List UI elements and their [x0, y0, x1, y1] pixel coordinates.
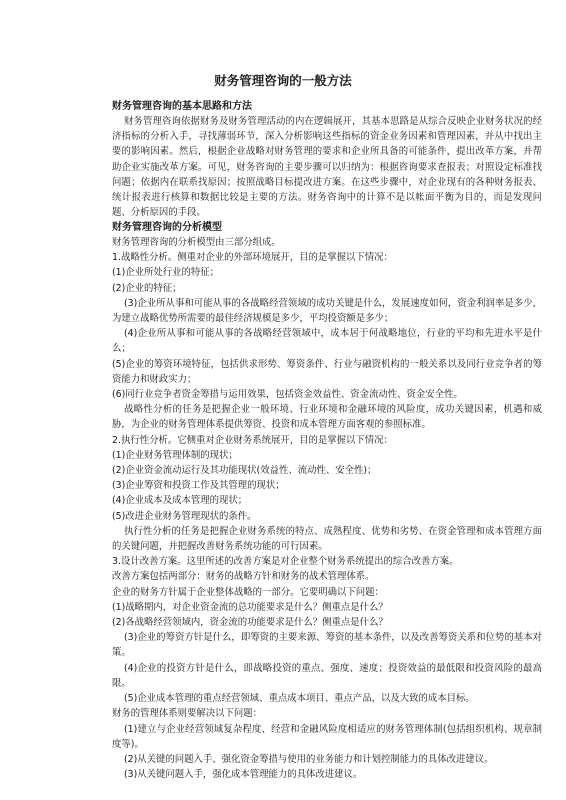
paragraph-line: (1)企业所处行业的特征； [112, 267, 220, 279]
document-title: 财务管理咨询的一般方法 [214, 73, 352, 88]
paragraph-line: 2.执行性分析。它侧重对企业财务系统展开，目的是掌握以下情况： [112, 434, 393, 446]
paragraph-line: 财务管理咨询的分析模型由三部分组成。 [112, 237, 281, 248]
paragraph-line: (2)各战略经营领域内，资金流的功能要求是什么？侧重点是什么？ [112, 617, 388, 629]
paragraph-line: (2)从关键的问题入手、强化资金筹措与使用的业务能力和计划控制能力的具体改进建议。 [124, 753, 494, 765]
paragraph-line: (6)同行业竞争者资金筹措与运用效果，包括资金效益性、资金流动性、资金安全性。 [112, 389, 463, 401]
paragraph-line: 执行性分析的任务是把握企业财务系统的特点、成熟程度、优势和劣势、在资金管理和成本管理方面的关键问题，并把握改善财务系统功能的可行因素。 [112, 525, 542, 553]
paragraph-text: 财务管理咨询依据财务及财务管理活动的内在逻辑展开，其基本思路是从综合反映企业财务状况的经济指标的分析入手，寻找薄弱环节，深入分析影响这些指标的资金业务因素和管理因素，并从中找出主要的影响因素。然后，根据企业战略对财务管理的要求和企业所具备的可能条件，提出改革方案，并帮助企业实施改革方案。可见，财务咨询的主要步骤可以归纳为：根据咨询要求查报表；对照设定标准找问题；依据内在联系找原因；按照战略目标提改进方案。在这些步骤中，对企业现有的各种财务报表、统计报表进行核算和数据比较是主要的方法。财务咨询中的计算不是以帐面平衡为目的，而是发现问题、分析原因的手段。 [112, 116, 542, 219]
paragraph-line: (5)改进企业财务管理现状的条件。 [112, 510, 257, 522]
section-heading-analysis-model: 财务管理咨询的分析模型 [112, 222, 222, 233]
paragraph-line: 改善方案包括两部分：财务的战略方针和财务的战术管理体系。 [112, 571, 375, 583]
paragraph-line: 企业的财务方针属于企业整体战略的一部分。它要明确以下问题： [112, 586, 384, 598]
paragraph-line: (5)企业的筹资环境特征，包括供求形势、筹资条件、行业与融资机构的一般关系以及同行业竞争者的筹资能力和财政实力； [112, 358, 542, 385]
paragraph-line: (1)企业财务管理体制的现状； [112, 449, 238, 461]
paragraph-line: (3)从关键问题入手，强化成本管理能力的具体改进建议。 [124, 769, 363, 781]
paragraph-line: (2)企业资金流动运行及其功能现状(效益性、流动性、安全性)； [112, 465, 377, 477]
paragraph-line: 战略性分析的任务是把握企业一般环境、行业环境和金融环境的风险度，成功关键因素，机遇和威胁，为企业的财务管理体系提供筹资、投资和成本管理方面客观的参照标准。 [112, 404, 542, 431]
paragraph-line: (3)企业筹资和投资工作及其管理的现状； [112, 480, 285, 492]
analysis-model-body [112, 235, 542, 782]
paragraph-line: (2)企业的特征； [112, 282, 182, 294]
paragraph-line: (1)战略期内，对企业资金流的总功能要求是什么？侧重点是什么？ [112, 601, 388, 613]
paragraph-line: (3)企业的筹资方针是什么，即筹资的主要来源、筹资的基本条件，以及改善筹资关系和位势的基本对策。 [112, 632, 542, 659]
paragraph-line: (4)企业成本及成本管理的现状； [112, 495, 248, 507]
paragraph-line: (4)企业的投资方针是什么，即战略投资的重点、强度、速度；投资效益的最低限和投资风险的最高限。 [112, 662, 542, 689]
paragraph-line: 财务的管理体系则要解决以下问题： [112, 708, 263, 720]
paragraph-line: 1.战略性分析。侧重对企业的外部环境展开，目的是掌握以下情况： [112, 252, 393, 264]
paragraph-line: (5)企业成本管理的重点经营领域、重点成本项目、重点产品，以及大致的成本目标。 [124, 693, 475, 705]
paragraph-line: (4)企业所从事和可能从事的各战略经营领域中，成本居于何战略地位，行业的平均和先进水平是什么； [112, 328, 542, 355]
basic-approach-paragraph [112, 114, 542, 220]
section-heading-basic-approach: 财务管理咨询的基本思路和方法 [112, 101, 252, 112]
paragraph-line: 3.设计改善方案。这里所述的改善方案是对企业整个财务系统提出的综合改善方案。 [112, 556, 459, 568]
paragraph-line: (1)建立与企业经营领域复杂程度、经营和金融风险度相适应的财务管理体制(包括组织机构、规章制度等)。 [112, 723, 542, 750]
paragraph-line: (3)企业所从事和可能从事的各战略经营领域的成功关键是什么，发展速度如何，资金利润率是多少，为建立战略优势所需要的最佳经济规模是多少，平均投资额是多少； [112, 297, 542, 325]
